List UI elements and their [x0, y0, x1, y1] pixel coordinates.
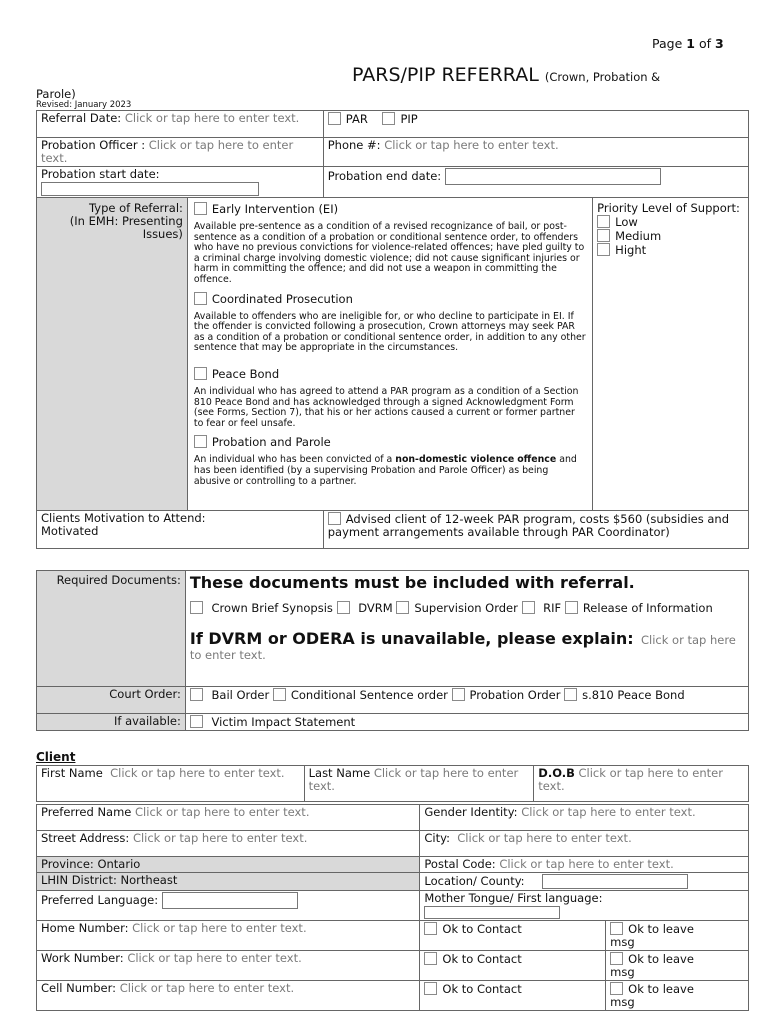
priority-low[interactable]: Low — [597, 215, 744, 229]
type-of-referral-label: Type of Referral: (In EMH: Presenting Issues) — [37, 198, 188, 511]
client-table — [36, 804, 749, 1011]
preferred-name-cell[interactable]: Preferred Name Click or tap here to enter text. — [37, 805, 420, 831]
required-documents-cell — [185, 571, 748, 687]
postal-code-field[interactable]: Click or tap here to enter text. — [499, 857, 674, 871]
city-cell[interactable]: City: Click or tap here to enter text. — [420, 831, 749, 857]
home-ok-contact-checkbox[interactable] — [424, 922, 437, 935]
coordinated-prosecution-checkbox[interactable] — [194, 292, 207, 305]
probation-start-field[interactable] — [41, 182, 259, 196]
priority-medium-checkbox[interactable] — [597, 229, 610, 242]
home-ok-leave-checkbox[interactable] — [610, 922, 623, 935]
city-field[interactable]: Click or tap here to enter text. — [457, 831, 632, 845]
page-number: Page 1 of 3 — [652, 36, 724, 51]
home-number-field[interactable]: Click or tap here to enter text. — [132, 921, 307, 935]
option-probation-parole[interactable]: Probation and Parole — [194, 435, 586, 449]
priority-medium[interactable]: Medium — [597, 229, 744, 243]
if-available-label: If available: — [37, 714, 186, 731]
advised-cell: Advised client of 12-week PAR program, costs $560 (subsidies and payment arrangements available through PAR Coordinator) — [323, 511, 748, 549]
cell-ok-leave[interactable]: Ok to leave msg — [606, 981, 749, 1011]
last-name-cell[interactable]: Last Name Click or tap here to enter text. — [304, 766, 534, 802]
conditional-sentence-checkbox[interactable] — [273, 688, 286, 701]
victim-impact-cell[interactable]: Victim Impact Statement — [185, 714, 748, 731]
motivation-value[interactable]: Motivated — [41, 524, 99, 538]
option-coordinated-prosecution[interactable]: Coordinated Prosecution — [194, 292, 586, 306]
dvrm-checkbox[interactable] — [337, 601, 350, 614]
probation-parole-checkbox[interactable] — [194, 435, 207, 448]
home-ok-contact[interactable]: Ok to Contact — [420, 921, 606, 951]
priority-hight-checkbox[interactable] — [597, 243, 610, 256]
cell-number-cell[interactable]: Cell Number: Click or tap here to enter text. — [37, 981, 420, 1011]
location-field[interactable] — [542, 874, 688, 889]
option-early-intervention[interactable]: Early Intervention (EI) — [194, 202, 586, 216]
dvrm-explain-field[interactable]: Click or tap here to enter text. — [189, 633, 736, 662]
required-documents-label: Required Documents: — [37, 571, 186, 687]
documents-checklist: Crown Brief Synopsis DVRM Supervision Order RIF Release of Information — [190, 601, 744, 615]
home-ok-leave[interactable]: Ok to leave msg — [606, 921, 749, 951]
documents-table — [36, 570, 749, 731]
dob-cell[interactable]: D.O.B Click or tap here to enter text. — [534, 766, 749, 802]
page-title: PARS/PIP REFERRAL (Crown, Probation & — [352, 64, 661, 86]
mother-tongue-cell: Mother Tongue/ First language: — [420, 891, 749, 921]
client-table-top — [36, 765, 749, 802]
province-cell: Province: Ontario — [37, 857, 420, 873]
court-order-cell: Bail Order Conditional Sentence order Probation Order s.810 Peace Bond — [185, 687, 748, 714]
work-number-cell[interactable]: Work Number: Click or tap here to enter text. — [37, 951, 420, 981]
court-order-label: Court Order: — [37, 687, 186, 714]
par-checkbox[interactable] — [328, 112, 341, 125]
first-name-cell[interactable]: First Name Click or tap here to enter text. — [37, 766, 305, 802]
client-heading: Client — [36, 750, 76, 764]
priority-hight[interactable]: Hight — [597, 243, 744, 257]
cell-ok-contact-checkbox[interactable] — [424, 982, 437, 995]
early-intervention-checkbox[interactable] — [194, 202, 207, 215]
referral-date-field[interactable]: Click or tap here to enter text. — [124, 111, 300, 125]
probation-officer-field[interactable]: Click or tap here to enter text. — [41, 138, 294, 165]
preferred-language-cell: Preferred Language: — [37, 891, 420, 921]
advised-checkbox[interactable] — [328, 512, 341, 525]
cell-number-field[interactable]: Click or tap here to enter text. — [119, 981, 295, 995]
early-intervention-desc: Available pre-sentence as a condition of a revised recognizance of bail, or post-sentence as a condition of a probation or conditional sentence order, to offenders who have no previous convictions for violence-related offences; have pled guilty to a criminal charge involving domestic violence; did not cause significant injuries or harm in committing the offence; and did not use a weapon in committing the offence. — [193, 221, 585, 285]
work-number-field[interactable]: Click or tap here to enter text. — [127, 951, 302, 965]
preferred-language-field[interactable] — [162, 892, 298, 909]
priority-low-checkbox[interactable] — [597, 215, 610, 228]
work-ok-leave-checkbox[interactable] — [610, 952, 623, 965]
work-ok-contact[interactable]: Ok to Contact — [420, 951, 606, 981]
phone-field[interactable]: Click or tap here to enter text. — [384, 138, 559, 152]
cell-ok-leave-checkbox[interactable] — [610, 982, 623, 995]
rif-checkbox[interactable] — [522, 601, 535, 614]
gender-field[interactable]: Click or tap here to enter text. — [521, 805, 696, 819]
revised-date: Revised: January 2023 — [36, 100, 132, 110]
release-checkbox[interactable] — [565, 601, 578, 614]
probation-end-field[interactable] — [445, 168, 661, 185]
dvrm-explain: If DVRM or ODERA is unavailable, please explain: Click or tap here to enter text. — [189, 629, 736, 662]
dob-field[interactable]: Click or tap here to enter text. — [538, 766, 723, 793]
probation-officer-cell[interactable]: Probation Officer : Click or tap here to enter text. — [37, 138, 324, 167]
first-name-field[interactable]: Click or tap here to enter text. — [110, 766, 285, 780]
coordinated-prosecution-desc: Available to offenders who are ineligible for, or who decline to participate in EI. If the offender is convicted following a prosecution, Crown attorneys may seek PAR as a condition of a probation or conditional sentence order, in addition to any other sentence that may be appropriate in the circumstances. — [193, 310, 586, 354]
crown-brief-checkbox[interactable] — [190, 601, 203, 614]
program-select-cell: PAR PIP — [323, 111, 748, 138]
documents-heading: These documents must be included with referral. — [189, 573, 635, 592]
last-name-field[interactable]: Click or tap here to enter text. — [308, 766, 519, 793]
mother-tongue-field[interactable] — [424, 906, 560, 919]
home-number-cell[interactable]: Home Number: Click or tap here to enter text. — [37, 921, 420, 951]
street-address-field[interactable]: Click or tap here to enter text. — [132, 831, 308, 845]
probation-order-checkbox[interactable] — [452, 688, 465, 701]
victim-impact-checkbox[interactable] — [190, 715, 203, 728]
peace-bond-checkbox[interactable] — [194, 367, 207, 380]
probation-start-cell: Probation start date: — [37, 167, 324, 198]
work-ok-leave[interactable]: Ok to leave msg — [606, 951, 749, 981]
peace-bond-desc: An individual who has agreed to attend a PAR program as a condition of a Section 810 Peace Bond and has acknowledged through a signed Acknowledgment Form (see Forms, Section 7), that his or her actions caused a current or former partner to fear or feel unsafe. — [193, 385, 579, 429]
option-peace-bond[interactable]: Peace Bond — [194, 367, 586, 381]
cell-ok-contact[interactable]: Ok to Contact — [420, 981, 606, 1011]
pip-checkbox[interactable] — [382, 112, 395, 125]
lhin-cell: LHIN District: Northeast — [37, 873, 420, 891]
referral-table — [36, 110, 749, 549]
probation-parole-desc: An individual who has been convicted of a non-domestic violence offence and has been identified (by a supervising Probation and Parole Officer) as being abusive or controlling to a partner. — [193, 454, 577, 487]
probation-end-cell: Probation end date: — [323, 167, 748, 198]
location-cell: Location/ County: — [420, 873, 749, 891]
gender-cell[interactable]: Gender Identity: Click or tap here to enter text. — [420, 805, 749, 831]
work-ok-contact-checkbox[interactable] — [424, 952, 437, 965]
page-subtitle: Parole) — [36, 87, 76, 101]
s810-checkbox[interactable] — [564, 688, 577, 701]
bail-order-checkbox[interactable] — [190, 688, 203, 701]
type-of-referral-options — [187, 198, 592, 511]
phone-cell[interactable]: Phone #: Click or tap here to enter text. — [323, 138, 748, 167]
supervision-order-checkbox[interactable] — [396, 601, 409, 614]
preferred-name-field[interactable]: Click or tap here to enter text. — [135, 805, 310, 819]
motivation-cell: Clients Motivation to Attend: Motivated — [37, 511, 324, 549]
referral-date-cell[interactable]: Referral Date: Click or tap here to enter text. — [37, 111, 324, 138]
street-address-cell[interactable]: Street Address: Click or tap here to enter text. — [37, 831, 420, 857]
priority-level-cell: Priority Level of Support: Low Medium Hight — [593, 198, 749, 511]
postal-code-cell[interactable]: Postal Code: Click or tap here to enter text. — [420, 857, 749, 873]
